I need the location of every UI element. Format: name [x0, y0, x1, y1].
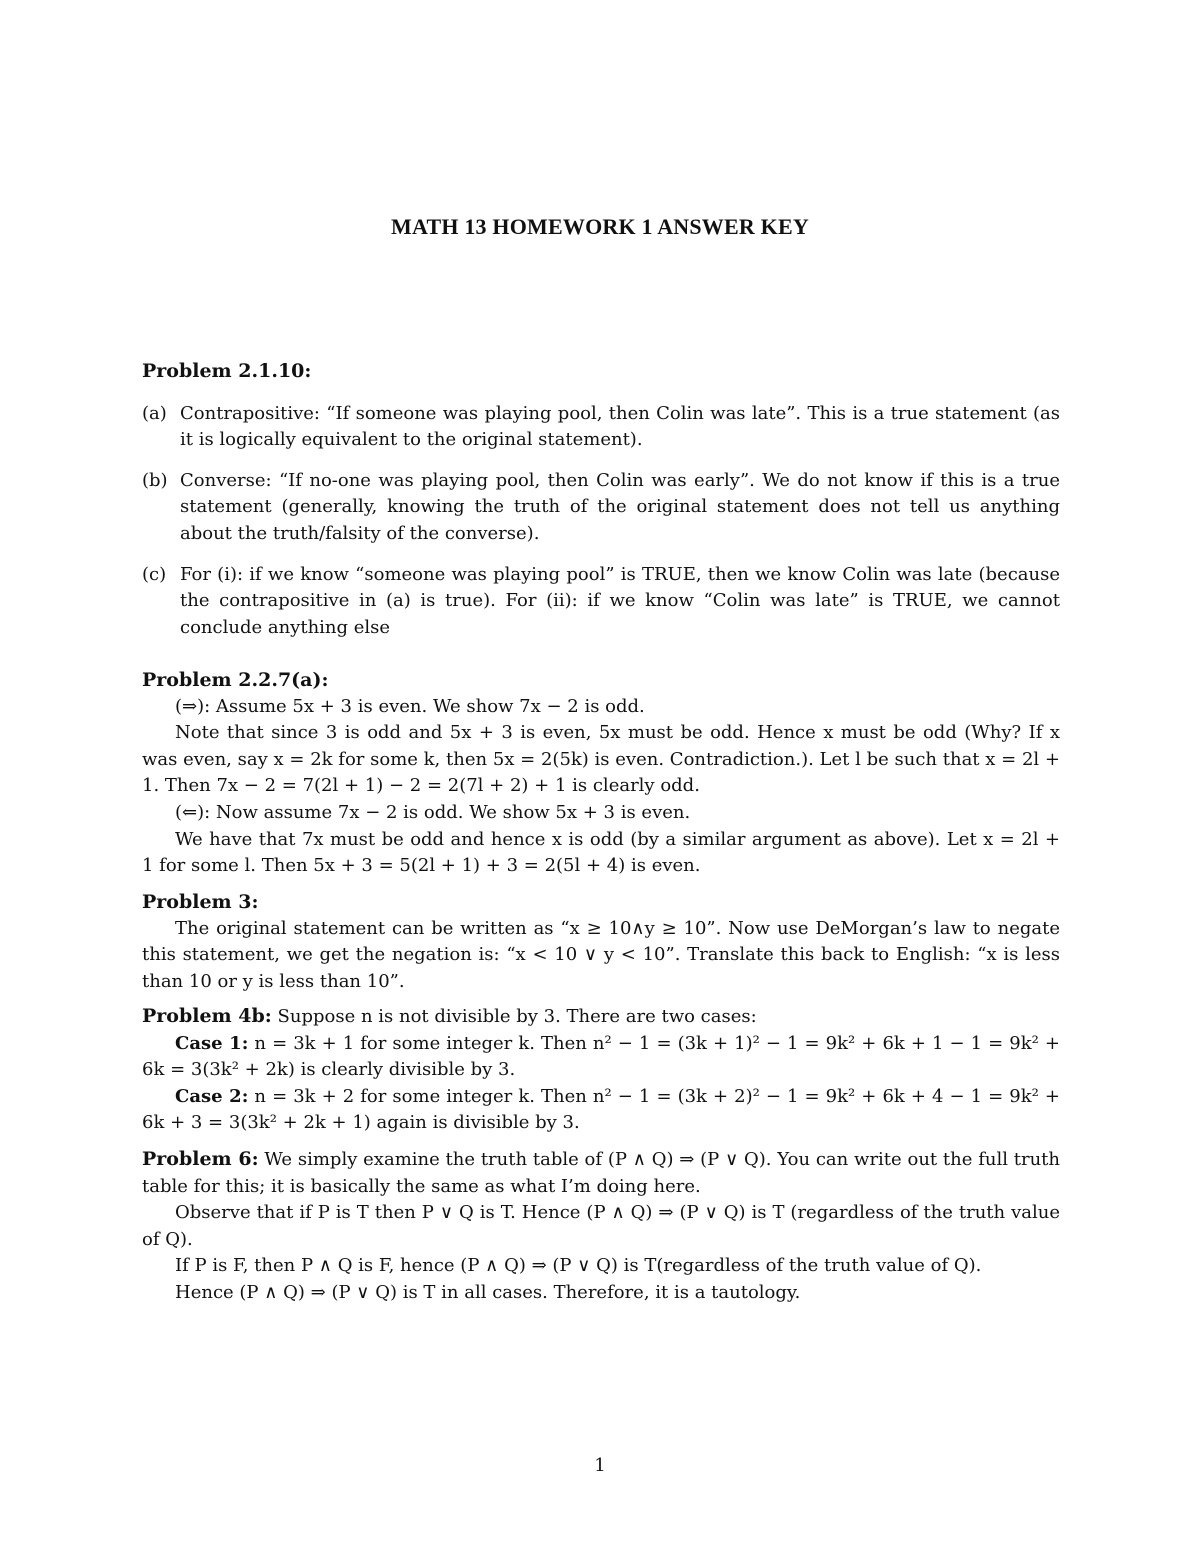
list-item	[142, 562, 1060, 642]
problem-heading: Problem 6:	[142, 1148, 259, 1170]
proof-paragraph: Observe that if P is T then P ∨ Q is T. Hence (P ∧ Q) ⇒ (P ∨ Q) is T (regardless of the truth value of Q).	[142, 1202, 1060, 1250]
problem-text: The original statement can be written as “x ≥ 10∧y ≥ 10”. Now use DeMorgan’s law to negate this statement, we get the negation is: “x < 10 ∨ y < 10”. Translate this back to English: “x is less than 10 or y is less than 10”.	[142, 917, 1060, 992]
list-item	[142, 401, 1060, 454]
problem-2-1-10	[142, 358, 1060, 655]
proof-line: (⇒): Assume 5x + 3 is even. We show 7x − 2 is odd.	[175, 695, 645, 717]
intro-text: We simply examine the truth table of (P ∧ Q) ⇒ (P ∨ Q). You can write out the full truth table for this; it is basically the same as what I’m doing here.	[142, 1149, 1061, 1197]
problem-heading: Problem 4b:	[142, 1005, 272, 1027]
page-number: 1	[594, 1455, 606, 1476]
case-2	[142, 1084, 1060, 1137]
problem-heading: Problem 2.1.10:	[142, 360, 312, 382]
item-label: (c)	[142, 563, 167, 585]
case-label: Case 2:	[175, 1085, 249, 1107]
problem-heading: Problem 2.2.7(a):	[142, 669, 329, 691]
proof-line: Hence (P ∧ Q) ⇒ (P ∨ Q) is T in all cases. Therefore, it is a tautology.	[175, 1281, 801, 1303]
item-text: Converse: “If no-one was playing pool, then Colin was early”. We do not know if this is a true statement (generally, knowing the truth of the original statement does not tell us anything about the truth/falsity of the converse).	[180, 469, 1060, 544]
proof-paragraph: Note that since 3 is odd and 5x + 3 is even, 5x must be odd. Hence x must be odd (Why? If x was even, say x = 2k for some k, then 5x = 2(5k) is even. Contradiction.). Let l be such that x = 2l + 1. Then 7x − 2 = 7(2l + 1) − 2 = 2(7l + 2) + 1 is clearly odd.	[142, 722, 1060, 797]
list-item	[142, 468, 1060, 548]
case-label: Case 1:	[175, 1032, 249, 1054]
item-text: Contrapositive: “If someone was playing pool, then Colin was late”. This is a true statement (as it is logically equivalent to the original statement).	[180, 402, 1060, 451]
problem-3	[142, 889, 1060, 995]
problem-4b	[142, 1003, 1060, 1137]
problem-intro	[142, 1003, 1060, 1031]
proof-paragraph: We have that 7x must be odd and hence x is odd (by a similar argument as above). Let x = 2l + 1 for some l. Then 5x + 3 = 5(2l + 1) + 3 = 2(5l + 4) is even.	[142, 828, 1060, 877]
problem-6	[142, 1146, 1060, 1307]
case-text: n = 3k + 1 for some integer k. Then n² − 1 = (3k + 1)² − 1 = 9k² + 6k + 1 − 1 = 9k² + 6k = 3(3k² + 2k) is clearly divisible by 3.	[142, 1032, 1061, 1081]
case-text: n = 3k + 2 for some integer k. Then n² − 1 = (3k + 2)² − 1 = 9k² + 6k + 4 − 1 = 9k² + 6k + 3 = 3(3k² + 2k + 1) again is divisible by 3.	[142, 1085, 1061, 1134]
intro-text: Suppose n is not divisible by 3. There are two cases:	[277, 1006, 757, 1027]
case-1	[142, 1031, 1060, 1084]
proof-line: If P is F, then P ∧ Q is F, hence (P ∧ Q) ⇒ (P ∨ Q) is T(regardless of the truth value of Q).	[175, 1255, 982, 1277]
problem-heading: Problem 3:	[142, 891, 259, 913]
item-label: (a)	[142, 402, 167, 424]
answer-list	[142, 401, 1060, 642]
problem-intro	[142, 1146, 1060, 1200]
item-label: (b)	[142, 469, 168, 491]
item-text: For (i): if we know “someone was playing pool” is TRUE, then we know Colin was late (because the contrapositive in (a) is true). For (ii): if we know “Colin was late” is TRUE, we cannot conclude anything else	[180, 563, 1060, 638]
proof-line: (⇐): Now assume 7x − 2 is odd. We show 5x + 3 is even.	[175, 801, 691, 823]
problem-2-2-7a	[142, 667, 1060, 880]
page-title: MATH 13 HOMEWORK 1 ANSWER KEY	[391, 214, 809, 239]
